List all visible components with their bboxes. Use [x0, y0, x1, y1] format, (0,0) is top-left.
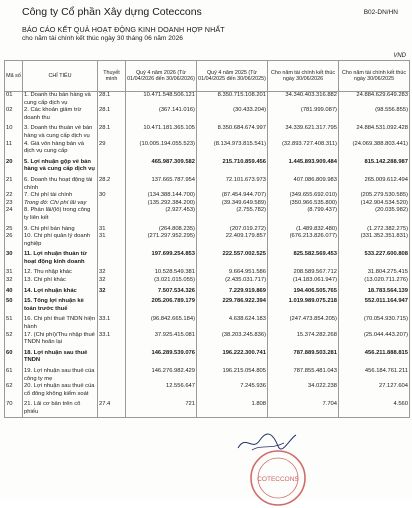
row-fy-2026: (781.999.087) [268, 107, 339, 122]
row-item: 15. Tổng lợi nhuận kế toán trước thuế [23, 298, 98, 313]
row-note: 30 [98, 192, 126, 200]
row-q4-2025: 22.409.179.857 [197, 233, 268, 248]
company-stamp [248, 448, 308, 508]
table-row [5, 251, 410, 266]
table-header-row [5, 61, 410, 92]
row-q4-2025: 1.808 [197, 401, 268, 417]
row-item: 6. Doanh thu hoạt động tài chính [23, 177, 98, 192]
row-code: 61 [5, 368, 23, 383]
row-fy-2025: 18.783.564.139 [339, 288, 410, 296]
table-row [5, 277, 410, 285]
table-row [5, 298, 410, 313]
column-header-item: CHỈ TIÊU [23, 61, 98, 92]
row-q4-2026: 721 [126, 401, 197, 417]
row-fy-2026: 34.340.403.316.882 [268, 92, 339, 108]
row-code: 62 [5, 383, 23, 398]
row-q4-2026: 37.925.415.081 [126, 332, 197, 347]
row-fy-2025: 552.011.164.947 [339, 298, 410, 313]
row-note [98, 200, 126, 208]
row-fy-2025: 31.804.275.415 [339, 269, 410, 277]
row-item: 16. Chi phí thuế TNDN hiện hành [23, 316, 98, 331]
row-code: 60 [5, 350, 23, 365]
row-fy-2026: 787.889.503.281 [268, 350, 339, 365]
table-row [5, 107, 410, 122]
row-q4-2025: (2.755.782) [197, 207, 268, 222]
table-row [5, 233, 410, 248]
row-code: 22 [5, 192, 23, 200]
column-header-fy-2026: Cho năm tài chính kết thúc ngày 30/06/2026 [268, 61, 339, 92]
row-note: 31 [98, 226, 126, 234]
row-q4-2025: 72.101.673.973 [197, 177, 268, 192]
row-q4-2026: 205.206.789.179 [126, 298, 197, 313]
row-fy-2026: 208.589.567.712 [268, 269, 339, 277]
row-item: 19. Lợi nhuận sau thuế của công ty mẹ [23, 368, 98, 383]
row-fy-2025: 4.560 [339, 401, 410, 417]
row-code: 21 [5, 177, 23, 192]
table-row [5, 125, 410, 140]
row-fy-2025: 24.884.531.092.428 [339, 125, 410, 140]
row-item: 14. Lợi nhuận khác [23, 288, 98, 296]
currency-unit: VND [393, 53, 406, 59]
row-item: 1. Doanh thu bán hàng và cung cấp dịch vụ [23, 92, 98, 108]
row-fy-2025: 27.127.604 [339, 383, 410, 398]
row-item: Trong đó: Chi phí lãi vay [23, 200, 98, 208]
row-q4-2026: (264.808.235) [126, 226, 197, 234]
row-fy-2025: 533.227.600.808 [339, 251, 410, 266]
row-item: 18. Lợi nhuận sau thuế TNDN [23, 350, 98, 365]
row-q4-2025: 9.664.951.586 [197, 269, 268, 277]
table-row [5, 383, 410, 398]
row-code: 31 [5, 269, 23, 277]
row-q4-2025: (38.203.245.836) [197, 332, 268, 347]
table-row [5, 207, 410, 222]
row-fy-2026: (8.799.437) [268, 207, 339, 222]
row-q4-2026: (367.141.016) [126, 107, 197, 122]
table-row [5, 141, 410, 156]
row-code: 01 [5, 92, 23, 108]
row-fy-2026: 7.704 [268, 401, 339, 417]
row-code: 51 [5, 316, 23, 331]
row-code: 50 [5, 298, 23, 313]
row-item: 11. Lợi nhuận thuần từ hoạt động kinh doanh [23, 251, 98, 266]
row-note: 27.4 [98, 401, 126, 417]
row-note: 29 [98, 141, 126, 156]
row-note: 33.1 [98, 316, 126, 331]
row-code: 32 [5, 277, 23, 285]
row-fy-2025: (13.020.711.276) [339, 277, 410, 285]
row-fy-2026: 407.086.809.983 [268, 177, 339, 192]
row-fy-2026: (14.183.061.947) [268, 277, 339, 285]
row-q4-2026: 10.471.181.365.105 [126, 125, 197, 140]
row-q4-2026: 12.556.647 [126, 383, 197, 398]
row-q4-2025: 8.350.715.108.201 [197, 92, 268, 108]
row-fy-2026: 34.339.621.317.795 [268, 125, 339, 140]
column-header-fy-2025: Cho năm tài chính kết thúc ngày 30/06/2025 [339, 61, 410, 92]
row-fy-2025: (70.054.930.715) [339, 316, 410, 331]
row-q4-2025: 196.222.300.741 [197, 350, 268, 365]
form-code: B02-DN/HN [363, 9, 398, 16]
table-row [5, 269, 410, 277]
table-body [5, 92, 410, 418]
row-fy-2026: 194.406.505.765 [268, 288, 339, 296]
row-fy-2025: 265.009.612.494 [339, 177, 410, 192]
row-q4-2025: (8.134.973.815.541) [197, 141, 268, 156]
row-fy-2026: (349.655.692.010) [268, 192, 339, 200]
row-fy-2026: (1.489.832.480) [268, 226, 339, 234]
row-q4-2026: (2.927.453) [126, 207, 197, 222]
table-row [5, 92, 410, 108]
table-row [5, 350, 410, 365]
row-note: 31 [98, 233, 126, 248]
row-q4-2025: 196.215.054.805 [197, 368, 268, 383]
row-fy-2026: 825.582.569.453 [268, 251, 339, 266]
row-item: 21. Lãi cơ bản trên cổ phiếu [23, 401, 98, 417]
row-q4-2026: 137.665.787.954 [126, 177, 197, 192]
row-fy-2026: (32.893.727.408.311) [268, 141, 339, 156]
row-fy-2026: 34.022.238 [268, 383, 339, 398]
row-fy-2026: 15.374.282.268 [268, 332, 339, 347]
table-row [5, 316, 410, 331]
row-q4-2025: (2.435.031.717) [197, 277, 268, 285]
row-q4-2026: (3.021.015.055) [126, 277, 197, 285]
row-fy-2026: (247.473.854.205) [268, 316, 339, 331]
report-title: BÁO CÁO KẾT QUẢ HOẠT ĐỘNG KINH DOANH HỢP NHẤT [22, 25, 225, 34]
row-code: 26 [5, 233, 23, 248]
row-q4-2026: 10.528.549.381 [126, 269, 197, 277]
row-note [98, 251, 126, 266]
table-row [5, 159, 410, 174]
row-fy-2025: (98.556.855) [339, 107, 410, 122]
column-header-q4-2025: Quý 4 năm 2025 (Từ 01/04/2025 đến 30/06/2025) [197, 61, 268, 92]
row-fy-2025: (25.044.443.207) [339, 332, 410, 347]
row-item: 13. Chi phí khác [23, 277, 98, 285]
row-item: 10. Chi phí quản lý doanh nghiệp [23, 233, 98, 248]
row-note [98, 383, 126, 398]
row-code: 10 [5, 125, 23, 140]
row-q4-2026: 7.507.534.326 [126, 288, 197, 296]
row-fy-2025: (331.352.351.831) [339, 233, 410, 248]
row-q4-2026: (135.292.384.200) [126, 200, 197, 208]
row-fy-2026: 1.019.989.075.218 [268, 298, 339, 313]
row-fy-2025: (205.279.530.585) [339, 192, 410, 200]
row-fy-2025: 815.142.288.987 [339, 159, 410, 174]
row-fy-2026: (676.213.826.077) [268, 233, 339, 248]
row-note: 32 [98, 288, 126, 296]
row-q4-2026: (271.297.952.295) [126, 233, 197, 248]
row-fy-2025: (24.069.388.803.441) [339, 141, 410, 156]
row-code: 70 [5, 401, 23, 417]
row-item: 12. Thu nhập khác [23, 269, 98, 277]
column-header-code: Mã số [5, 61, 23, 92]
row-item: 17. (Chi phí)/Thu nhập thuế TNDN hoãn lại [23, 332, 98, 347]
row-note [98, 368, 126, 383]
row-note: 28.2 [98, 177, 126, 192]
row-item: 5. Lợi nhuận gộp về bán hàng và cung cấp dịch vụ [23, 159, 98, 174]
row-item: 2. Các khoản giảm trừ doanh thu [23, 107, 98, 122]
row-fy-2025: (20.035.982) [339, 207, 410, 222]
income-statement-table [4, 60, 410, 418]
table-row [5, 192, 410, 200]
row-item: 4. Giá vốn hàng bán và dịch vụ cung cấp [23, 141, 98, 156]
row-note: 28.1 [98, 107, 126, 122]
table-row [5, 288, 410, 296]
row-note [98, 159, 126, 174]
row-q4-2025: 215.710.859.456 [197, 159, 268, 174]
row-item: 20. Lợi nhuận sau thuế của cổ đông không kiểm soát [23, 383, 98, 398]
row-note [98, 350, 126, 365]
row-item: 7. Chi phí tài chính [23, 192, 98, 200]
row-code: 11 [5, 141, 23, 156]
row-code: 24 [5, 207, 23, 222]
row-q4-2025: 7.229.919.869 [197, 288, 268, 296]
table-row [5, 226, 410, 234]
row-q4-2026: 197.699.254.853 [126, 251, 197, 266]
row-code: 30 [5, 251, 23, 266]
row-code: 25 [5, 226, 23, 234]
column-header-q4-2026: Quý 4 năm 2026 (Từ 01/04/2026 đến 30/06/2026) [126, 61, 197, 92]
row-note: 28.1 [98, 125, 126, 140]
row-q4-2025: (87.454.944.707) [197, 192, 268, 200]
row-item: 3. Doanh thu thuần về bán hàng và cung cấp dịch vụ [23, 125, 98, 140]
row-q4-2026: (10.005.194.055.523) [126, 141, 197, 156]
row-code: 40 [5, 288, 23, 296]
row-note: 32 [98, 269, 126, 277]
table-row [5, 200, 410, 208]
row-note: 28.1 [98, 92, 126, 108]
row-q4-2025: 7.245.936 [197, 383, 268, 398]
company-name: Công ty Cổ phần Xây dựng Coteccons [22, 6, 202, 18]
row-code: 52 [5, 332, 23, 347]
row-item: 9. Chi phí bán hàng [23, 226, 98, 234]
row-fy-2025: 24.884.629.649.283 [339, 92, 410, 108]
row-q4-2026: 10.471.548.506.121 [126, 92, 197, 108]
row-q4-2025: (207.019.272) [197, 226, 268, 234]
row-q4-2025: 229.786.922.394 [197, 298, 268, 313]
row-q4-2026: (134.388.144.700) [126, 192, 197, 200]
report-subtitle: cho năm tài chính kết thúc ngày 30 tháng 06 năm 2026 [22, 35, 183, 42]
row-note: 33.1 [98, 332, 126, 347]
row-item: 8. Phần lãi/(lỗ) trong công ty liên kết [23, 207, 98, 222]
row-note: 32 [98, 277, 126, 285]
row-code: 20 [5, 159, 23, 174]
row-q4-2025: (39.349.649.589) [197, 200, 268, 208]
row-fy-2025: 456.184.761.211 [339, 368, 410, 383]
row-fy-2025: (142.904.534.520) [339, 200, 410, 208]
row-fy-2025: (1.272.382.275) [339, 226, 410, 234]
table-row [5, 401, 410, 417]
row-q4-2026: 465.987.309.582 [126, 159, 197, 174]
row-fy-2026: (350.966.535.800) [268, 200, 339, 208]
row-code: 02 [5, 107, 23, 122]
table-row [5, 368, 410, 383]
row-fy-2026: 1.445.893.909.484 [268, 159, 339, 174]
row-q4-2026: 146.276.982.429 [126, 368, 197, 383]
row-q4-2025: 4.638.624.183 [197, 316, 268, 331]
row-note [98, 207, 126, 222]
stamp-text: COTECCONS [257, 476, 299, 483]
row-note [98, 298, 126, 313]
row-fy-2026: 787.855.481.043 [268, 368, 339, 383]
row-q4-2026: (96.842.665.184) [126, 316, 197, 331]
row-q4-2025: 222.557.002.525 [197, 251, 268, 266]
row-code: 23 [5, 200, 23, 208]
row-q4-2025: 8.350.684.674.997 [197, 125, 268, 140]
row-q4-2025: (30.433.204) [197, 107, 268, 122]
table-row [5, 177, 410, 192]
table-row [5, 332, 410, 347]
row-q4-2026: 146.289.539.076 [126, 350, 197, 365]
column-header-note: Thuyết minh [98, 61, 126, 92]
row-fy-2025: 456.211.888.815 [339, 350, 410, 365]
